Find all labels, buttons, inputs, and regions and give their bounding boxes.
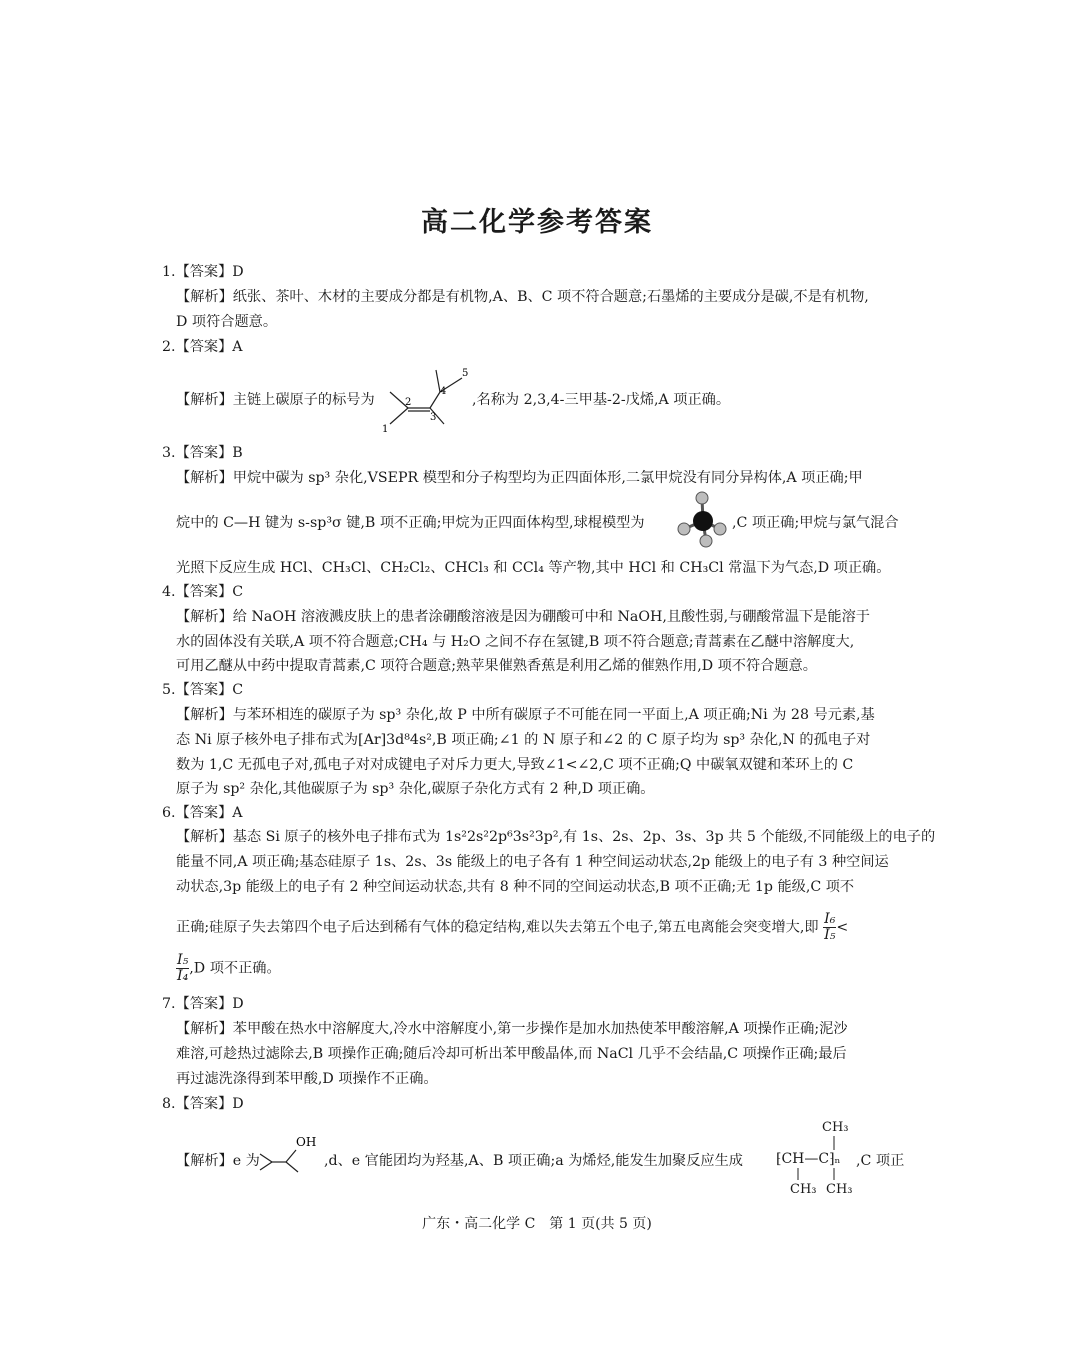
- q2-skeletal-structure: [378, 362, 474, 438]
- q3-analysis-line-2b: ,C 项正确;甲烷与氯气混合: [732, 515, 899, 531]
- q1-analysis-line-1: 【解析】纸张、茶叶、木材的主要成分都是有机物,A、B、C 项不符合题意;石墨烯的主要成分是碳,不是有机物,: [176, 289, 869, 305]
- q6-line-5-text: ,D 项不正确。: [189, 960, 281, 977]
- q4-analysis-line-1: 【解析】给 NaOH 溶液溅皮肤上的患者涂硼酸溶液是因为硼酸可中和 NaOH,且酸性弱,与硼酸常温下是能溶于: [176, 609, 870, 625]
- q1-analysis-line-2: D 项符合题意。: [176, 314, 278, 330]
- carbon-label-5: 5: [462, 368, 469, 379]
- q3-analysis-line-3: 光照下反应生成 HCl、CH₃Cl、CH₂Cl₂、CHCl₃ 和 CCl₄ 等产物,其中 HCl 和 CH₃Cl 常温下为气态,D 项正确。: [176, 560, 891, 576]
- q6-analysis-line-3: 动状态,3p 能级上的电子有 2 种空间运动状态,共有 8 种不同的空间运动状态,B 项不正确;无 1p 能级,C 项不: [176, 879, 855, 895]
- frac-denominator: I₄: [177, 968, 189, 984]
- frac-numerator: I₅: [177, 952, 189, 968]
- page-footer: 广东・高二化学 C 第 1 页(共 5 页): [422, 1216, 652, 1232]
- q7-analysis-line-2: 难溶,可趁热过滤除去,B 项操作正确;随后冷却可析出苯甲酸晶体,而 NaCl 几乎不会结晶,C 项操作正确;最后: [176, 1046, 847, 1062]
- frac-numerator: I₆: [824, 911, 836, 927]
- q2-answer: 2.【答案】A: [162, 339, 243, 355]
- q3-analysis-line-2a: 烷中的 C—H 键为 s-sp³σ 键,B 项不正确;甲烷为正四面体构型,球棍模型为: [176, 515, 645, 531]
- polymer-ch3-top: CH₃: [822, 1120, 849, 1135]
- q5-analysis-line-3: 数为 1,C 无孤电子对,孤电子对对成键电子对斥力更大,导致∠1<∠2,C 项不正确;Q 中碳氧双键和苯环上的 C: [176, 757, 854, 773]
- ratio-i6-i5: [823, 912, 836, 943]
- q2-analysis-lead: 【解析】主链上碳原子的标号为: [176, 392, 375, 408]
- hydroxyl-label: OH: [296, 1135, 317, 1149]
- q8-analysis-middle: ,d、e 官能团均为羟基,A、B 项正确;a 为烯烃,能发生加聚反应生成: [324, 1153, 743, 1169]
- q4-analysis-line-3: 可用乙醚从中药中提取青蒿素,C 项符合题意;熟苹果催熟香蕉是利用乙烯的催熟作用,D 项不符合题意。: [176, 658, 817, 674]
- carbon-label-2: 2: [405, 397, 412, 408]
- polymer-ch3-bottom-right: CH₃: [826, 1182, 853, 1197]
- q4-answer: 4.【答案】C: [162, 584, 244, 600]
- methane-ball-stick-model: [676, 491, 730, 549]
- polymer-ch3-bottom-left: CH₃: [790, 1182, 817, 1197]
- q2-analysis-tail: ,名称为 2,3,4-三甲基-2-戊烯,A 项正确。: [472, 392, 731, 408]
- q8-answer: 8.【答案】D: [162, 1096, 244, 1112]
- q1-answer: 1.【答案】D: [162, 264, 244, 280]
- ratio-i5-i4: [176, 953, 189, 984]
- q5-analysis-line-1: 【解析】与苯环相连的碳原子为 sp³ 杂化,故 P 中所有碳原子不可能在同一平面上,A 项正确;Ni 为 28 号元素,基: [176, 707, 875, 723]
- q8-analysis-lead: 【解析】e 为: [176, 1153, 260, 1169]
- q7-analysis-line-1: 【解析】苯甲酸在热水中溶解度大,冷水中溶解度小,第一步操作是加水加热使苯甲酸溶解,A 项操作正确;泥沙: [176, 1021, 848, 1037]
- q7-answer: 7.【答案】D: [162, 996, 244, 1012]
- polymer-bonds: [790, 1136, 850, 1180]
- carbon-label-4: 4: [440, 386, 447, 397]
- q5-analysis-line-2: 态 Ni 原子核外电子排布式为[Ar]3d⁸4s²,B 项正确;∠1 的 N 原子和∠2 的 C 原子均为 sp³ 杂化,N 的孤电子对: [176, 732, 871, 748]
- less-than-sign: <: [836, 919, 849, 936]
- q6-analysis-line-4: [176, 912, 848, 943]
- q3-answer: 3.【答案】B: [162, 445, 243, 461]
- q4-analysis-line-2: 水的固体没有关联,A 项不符合题意;CH₄ 与 H₂O 之间不存在氢键,B 项不符合题意;青蒿素在乙醚中溶解度大,: [176, 634, 855, 650]
- q3-analysis-line-1: 【解析】甲烷中碳为 sp³ 杂化,VSEPR 模型和分子构型均为正四面体形,二氯甲烷没有同分异构体,A 项正确;甲: [176, 470, 863, 486]
- carbon-label-3: 3: [430, 412, 437, 423]
- q6-answer: 6.【答案】A: [162, 805, 243, 821]
- carbon-label-1: 1: [382, 424, 389, 435]
- q6-analysis-line-2: 能量不同,A 项正确;基态硅原子 1s、2s、3s 能级上的电子各有 1 种空间运动状态,2p 能级上的电子有 3 种空间运: [176, 854, 889, 870]
- compound-e-skeletal-structure: [258, 1128, 322, 1176]
- frac-denominator: I₅: [824, 927, 836, 943]
- q6-analysis-line-5: [176, 953, 281, 984]
- q5-answer: 5.【答案】C: [162, 682, 244, 698]
- q8-analysis-tail: ,C 项正: [856, 1153, 905, 1169]
- q6-line-4-text: 正确;硅原子失去第四个电子后达到稀有气体的稳定结构,难以失去第五个电子,第五电离能会突变增大,即: [176, 919, 819, 936]
- q7-analysis-line-3: 再过滤洗涤得到苯甲酸,D 项操作不正确。: [176, 1071, 438, 1087]
- polymer-repeat-unit: ⁅CH—C⁆ₙ: [776, 1151, 841, 1167]
- page-title: 高二化学参考答案: [421, 207, 653, 238]
- q5-analysis-line-4: 原子为 sp² 杂化,其他碳原子为 sp³ 杂化,碳原子杂化方式有 2 种,D 项正确。: [176, 781, 655, 797]
- q6-analysis-line-1: 【解析】基态 Si 原子的核外电子排布式为 1s²2s²2p⁶3s²3p²,有 1s、2s、2p、3s、3p 共 5 个能级,不同能级上的电子的: [176, 829, 936, 845]
